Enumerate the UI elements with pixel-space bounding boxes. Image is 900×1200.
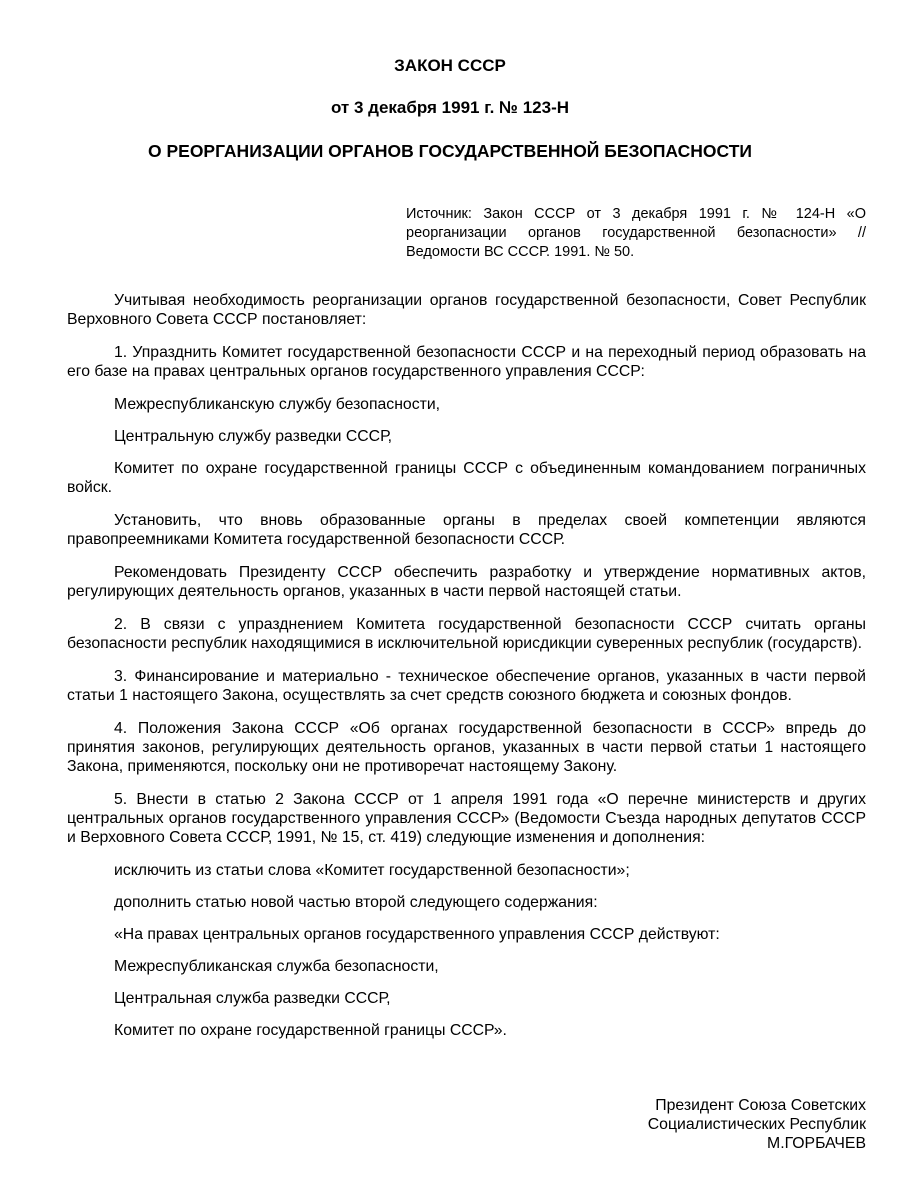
law-date-number: от 3 декабря 1991 г. № 123-Н [330, 98, 570, 117]
list-item: Центральная служба разведки СССР, [114, 990, 391, 1007]
amendment-item: дополнить статью новой частью второй следующего содержания: [114, 894, 598, 911]
list-item: Центральную службу разведки СССР, [114, 428, 393, 445]
law-title: ЗАКОН СССР [394, 56, 506, 75]
list-item: Межреспубликанскую службу безопасности, [114, 396, 441, 413]
article-4-paragraph: 4. Положения Закона СССР «Об органах государственной безопасности в СССР» впредь до принятия законов, регулирующих деятельность органов, указанных в части первой статьи 1 настоящего Закона, применяются, поскольку они не противоречат настоящему Закону. [67, 720, 866, 775]
list-item: Комитет по охране государственной границы СССР с объединенным командованием пограничных войск. [67, 460, 866, 496]
list-item: Межреспубликанская служба безопасности, [114, 958, 439, 975]
article-2-paragraph: 2. В связи с упразднением Комитета государственной безопасности СССР считать органы безопасности республик находящимися в исключительной юрисдикции суверенных республик (государств). [67, 616, 866, 652]
source-citation: Источник: Закон СССР от 3 декабря 1991 г. № 124-Н «О реорганизации органов государственной безопасности» // Ведомости ВС СССР. 1991. № 50. [406, 206, 866, 260]
article-5-paragraph: 5. Внести в статью 2 Закона СССР от 1 апреля 1991 года «О перечне министерств и других центральных органов государственного управления СССР» (Ведомости Съезда народных депутатов СССР и Верховного Совета СССР, 1991, № 15, ст. 419) следующие изменения и дополнения: [67, 791, 866, 846]
signature-name: М.ГОРБАЧЕВ [767, 1135, 866, 1152]
law-body [67, 291, 866, 1053]
law-subject: О РЕОРГАНИЗАЦИИ ОРГАНОВ ГОСУДАРСТВЕННОЙ БЕЗОПАСНОСТИ [148, 141, 752, 161]
signature-title-line-2: Социалистических Республик [647, 1116, 866, 1133]
body-paragraph: Рекомендовать Президенту СССР обеспечить разработку и утверждение нормативных актов, регулирующих деятельность органов, указанных в части первой настоящей статьи. [67, 564, 866, 600]
article-1-paragraph: 1. Упразднить Комитет государственной безопасности СССР и на переходный период образовать на его базе на правах центральных органов государственного управления СССР: [67, 344, 866, 380]
signature-block [648, 1096, 866, 1153]
article-3-paragraph: 3. Финансирование и материально - техническое обеспечение органов, указанных в части первой статьи 1 настоящего Закона, осуществлять за счет средств союзного бюджета и союзных фондов. [67, 668, 866, 704]
signature-title-line-1: Президент Союза Советских [655, 1097, 866, 1114]
body-paragraph: Установить, что вновь образованные органы в пределах своей компетенции являются правопреемниками Комитета государственной безопасности СССР. [67, 512, 866, 548]
amendment-item: «На правах центральных органов государственного управления СССР действуют: [114, 926, 720, 943]
list-item: Комитет по охране государственной границы СССР». [114, 1022, 507, 1039]
preamble-paragraph: Учитывая необходимость реорганизации органов государственной безопасности, Совет Республик Верховного Совета СССР постановляет: [67, 292, 866, 328]
amendment-item: исключить из статьи слова «Комитет государственной безопасности»; [114, 862, 630, 879]
